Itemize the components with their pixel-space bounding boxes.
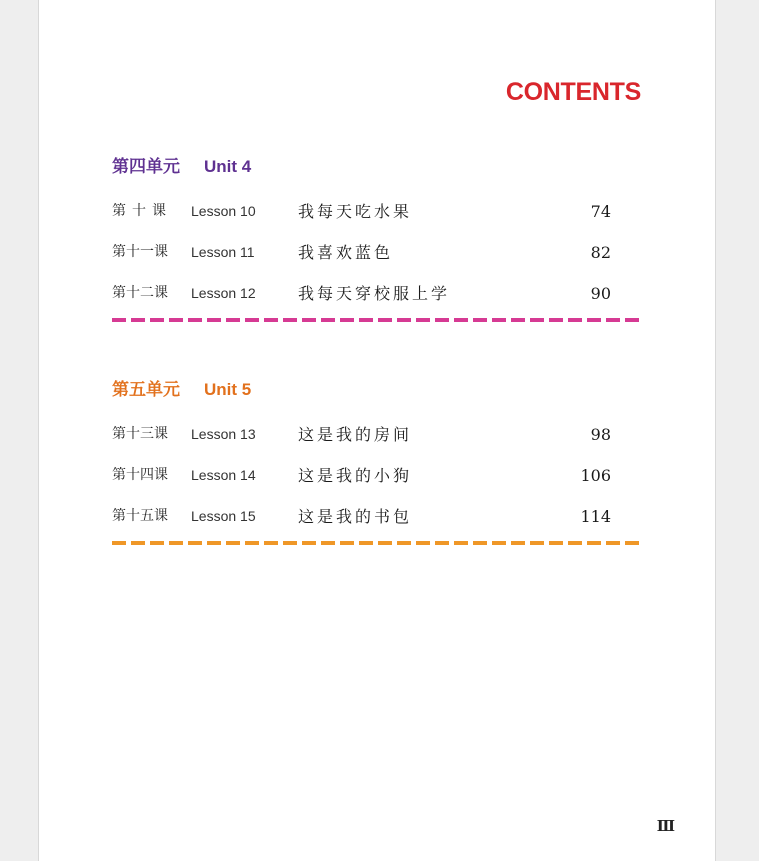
lesson-number-en: Lesson 10 [191, 203, 256, 219]
lesson-number-en: Lesson 12 [191, 285, 256, 301]
lesson-page-number: 114 [580, 507, 611, 526]
document-page [38, 0, 716, 861]
lesson-list [112, 191, 642, 314]
unit-title-cn: 第四单元 [112, 157, 180, 177]
lesson-number-en: Lesson 14 [191, 467, 256, 483]
unit-section-4 [112, 155, 642, 322]
lesson-page-number: 74 [590, 202, 611, 221]
lesson-title: 这是我的书包 [298, 507, 413, 526]
unit-title-en: Unit 4 [204, 157, 252, 176]
contents-title: CONTENTS [505, 78, 641, 106]
lesson-number-cn: 第十四课 [112, 467, 168, 483]
unit-divider [112, 318, 641, 322]
lesson-number-en: Lesson 15 [191, 508, 256, 524]
unit-title-cn: 第五单元 [112, 380, 180, 400]
lesson-row[interactable] [112, 496, 642, 537]
lesson-number-cn: 第十课 [112, 203, 172, 219]
lesson-page-number: 106 [580, 466, 611, 485]
unit-header [112, 155, 642, 179]
unit-section-5 [112, 378, 642, 545]
unit-divider [112, 541, 641, 545]
lesson-title: 我每天吃水果 [298, 202, 413, 221]
lesson-row[interactable] [112, 455, 642, 496]
page-number: Ⅲ [656, 817, 675, 835]
lesson-number-cn: 第十一课 [112, 244, 168, 260]
unit-header [112, 378, 642, 402]
lesson-number-cn: 第十三课 [112, 426, 168, 442]
lesson-title: 这是我的小狗 [298, 466, 413, 485]
lesson-row[interactable] [112, 232, 642, 273]
lesson-page-number: 90 [590, 284, 611, 303]
lesson-page-number: 82 [590, 243, 611, 262]
lesson-title: 我每天穿校服上学 [298, 284, 451, 303]
unit-title-en: Unit 5 [204, 380, 252, 399]
lesson-list [112, 414, 642, 537]
lesson-row[interactable] [112, 414, 642, 455]
lesson-number-cn: 第十二课 [112, 285, 168, 301]
lesson-row[interactable] [112, 191, 642, 232]
lesson-number-cn: 第十五课 [112, 508, 168, 524]
lesson-number-en: Lesson 11 [191, 244, 255, 260]
lesson-title: 这是我的房间 [298, 425, 413, 444]
lesson-title: 我喜欢蓝色 [298, 243, 394, 262]
lesson-page-number: 98 [590, 425, 611, 444]
lesson-number-en: Lesson 13 [191, 426, 256, 442]
lesson-row[interactable] [112, 273, 642, 314]
